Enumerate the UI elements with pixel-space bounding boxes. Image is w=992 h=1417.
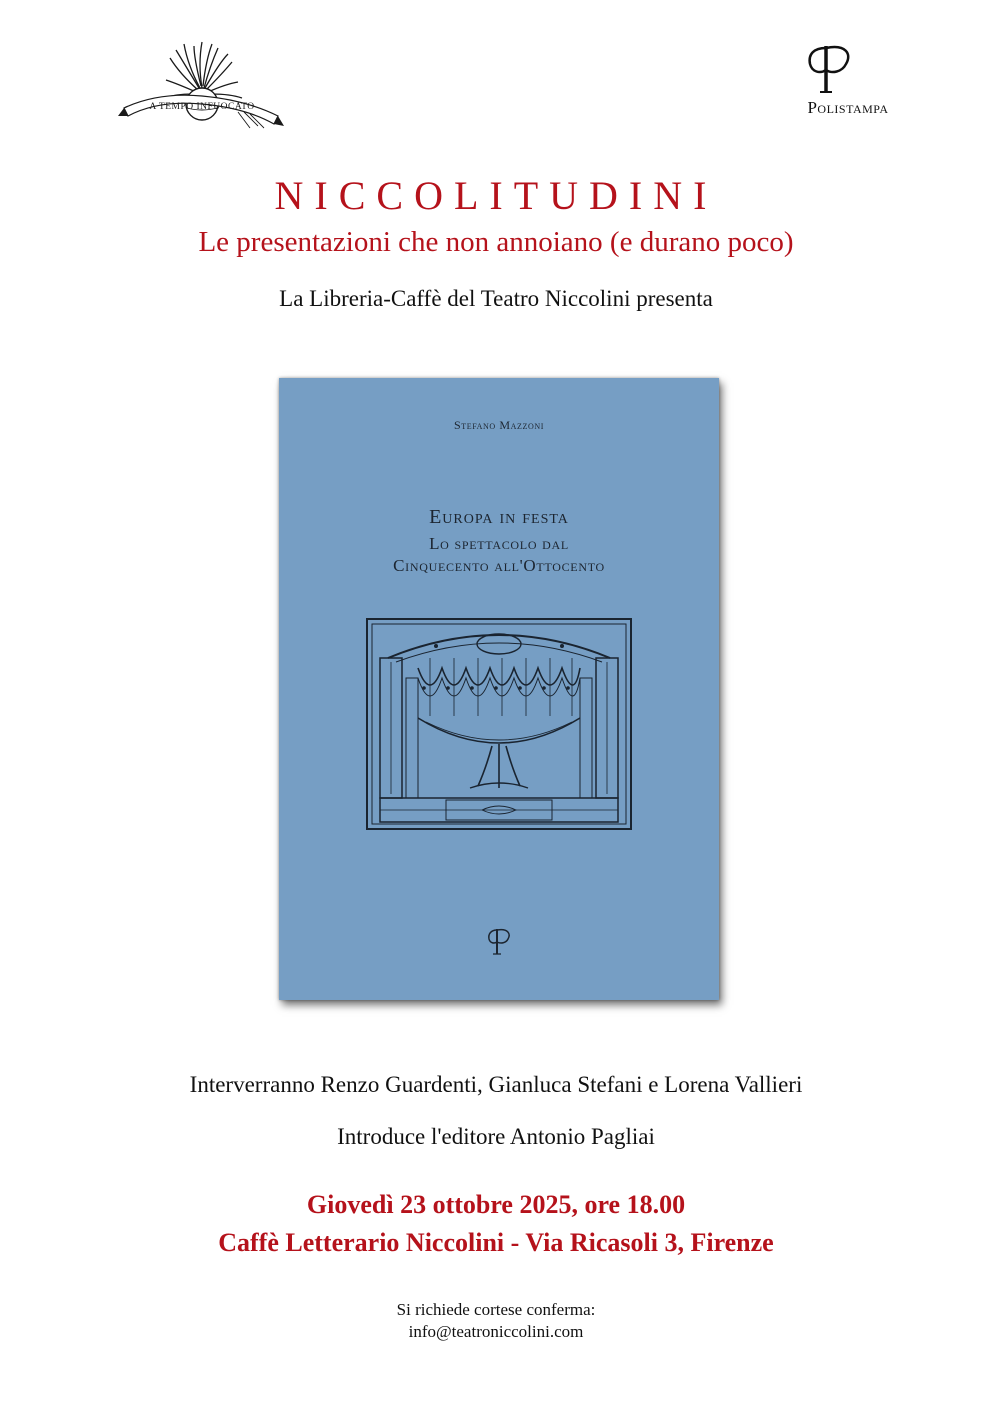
speakers-line: Interverranno Renzo Guardenti, Gianluca Stefani e Lorena Vallieri: [189, 1072, 803, 1097]
theatre-stage-engraving-icon: [366, 618, 632, 830]
book-subtitle-line-2: Cinquecento all'Ottocento: [393, 556, 605, 575]
a-tempo-infocato-emblem-icon: [118, 36, 284, 132]
publisher-name: Polistampa: [807, 98, 889, 117]
book-author: Stefano Mazzoni: [453, 418, 545, 432]
series-title: NICCOLITUDINI: [274, 173, 718, 218]
book-title: Europa in festa: [429, 506, 569, 528]
event-venue: Caffè Letterario Niccolini - Via Ricasoli 3, Firenze: [218, 1228, 774, 1257]
book-cover: [279, 378, 719, 1000]
svg-text:A TEMPO INFUOCATO: A TEMPO INFUOCATO: [149, 102, 255, 112]
contact-email[interactable]: info@teatroniccolini.com: [408, 1322, 584, 1341]
introducer-line: Introduce l'editore Antonio Pagliai: [337, 1124, 655, 1149]
series-subtitle: Le presentazioni che non annoiano (e durano poco): [198, 226, 794, 258]
book-subtitle-line-1: Lo spettacolo dal: [429, 534, 569, 553]
polistampa-p-icon: [800, 40, 860, 96]
polistampa-p-icon: [484, 926, 514, 956]
publisher-logo: [800, 40, 910, 120]
event-date-time: Giovedì 23 ottobre 2025, ore 18.00: [306, 1190, 686, 1219]
presenter-line: La Libreria-Caffè del Teatro Niccolini presenta: [279, 286, 713, 311]
rsvp-text: Si richiede cortese conferma:: [396, 1300, 596, 1319]
